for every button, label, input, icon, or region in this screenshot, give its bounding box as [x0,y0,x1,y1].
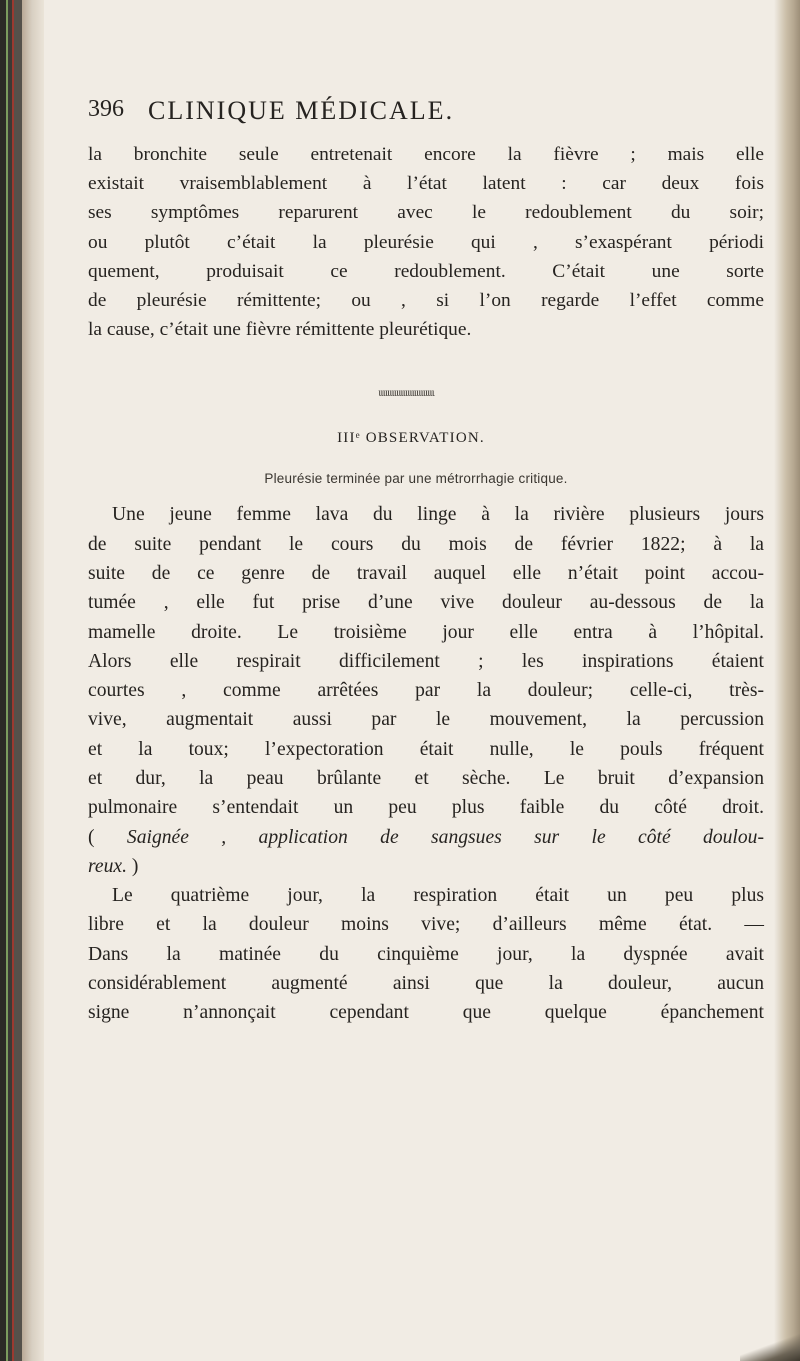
text-line: courtes , comme arrêtées par la douleur; celle-ci, très- [88,680,764,702]
italic-note-line [88,852,764,881]
running-header [88,96,764,136]
text-line: quement, produisait ce redoublement. C’était une sorte [88,260,764,282]
observation-subtitle: Pleurésie terminée par une métrorrhagie critique. [264,471,568,487]
note-close-paren: ) [131,855,139,877]
text-line: mamelle droite. Le troisième jour elle entra à l’hôpital. [88,621,764,643]
text-line: pulmonaire s’entendait un peu plus faible du côté droit. [88,797,764,819]
intro-paragraph [88,140,764,344]
text-line: la bronchite seule entretenait encore la fièvre ; mais elle [88,144,764,165]
text-line: vive, augmentait aussi par le mouvement, la percussion [88,709,764,731]
text-line: de pleurésie rémittente; ou , si l’on regarde l’effet comme [88,289,764,311]
page-number: 396 [88,96,124,122]
note-open-paren: ( [88,826,95,848]
text-line: de suite pendant le cours du mois de février 1822; à la [88,533,764,555]
text-line: Une jeune femme lava du linge à la rivière plusieurs jours [112,504,764,526]
observation-title: IIIᵉ OBSERVATION. [337,430,485,447]
book-page [88,96,764,1028]
italic-note-text: reux. [88,855,127,877]
text-line: existait vraisemblablement à l’état latent : car deux fois [88,173,764,195]
text-line: tumée , elle fut prise d’une vive douleur au-dessous de la [88,592,764,614]
observation-paragraph [88,500,764,881]
text-line: et la toux; l’expectoration était nulle, le pouls fréquent [88,738,764,760]
page-corner-shadow [740,1321,800,1361]
text-line: et dur, la peau brûlante et sèche. Le bruit d’expansion [88,767,764,789]
text-line: Dans la matinée du cinquième jour, la dyspnée avait [88,943,764,965]
text-line: signe n’annonçait cependant que quelque épanchement [88,1002,764,1024]
page-right-edge [774,0,800,1361]
italic-note-line [88,823,764,852]
italic-note-text: Saignée , application de sangsues sur le côté doulou- [126,826,764,848]
text-line: libre et la douleur moins vive; d’ailleurs même état. — [88,914,764,936]
text-line: la cause, c’était une fièvre rémittente pleurétique. [88,319,472,341]
section-ornament: ɩɩɩɩɩɩɩɩɩɩɩɩɩɩɩɩɩɩɩɩɩɩɩɩɩ [378,385,434,400]
text-line: Le quatrième jour, la respiration était un peu plus [112,885,764,907]
book-binding-edge [0,0,44,1361]
text-line: suite de ce genre de travail auquel elle n’était point accou- [88,562,764,584]
running-title: CLINIQUE MÉDICALE. [148,96,455,125]
text-line: ses symptômes reparurent avec le redoublement du soir; [88,202,764,224]
text-line: considérablement augmenté ainsi que la douleur, aucun [88,973,764,995]
observation-paragraph [88,881,764,1027]
text-line: ou plutôt c’était la pleurésie qui , s’exaspérant périodi [88,231,764,253]
observation-body [88,500,764,1027]
text-line: Alors elle respirait difficilement ; les inspirations étaient [88,650,764,672]
